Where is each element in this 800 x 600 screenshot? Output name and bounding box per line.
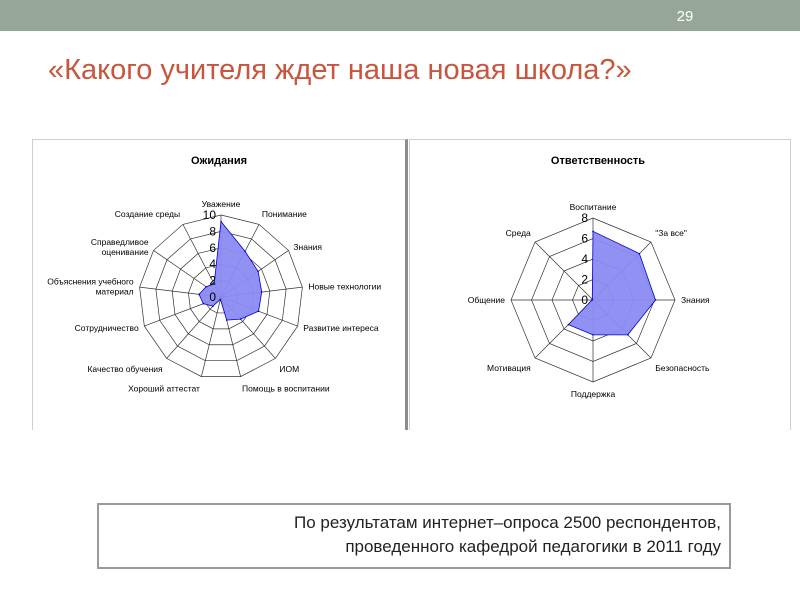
category-label: Знания <box>681 295 710 305</box>
category-label: "За все" <box>655 227 687 238</box>
category-label: Среда <box>505 227 531 238</box>
data-point <box>627 334 629 336</box>
source-note-line-2: проведенного кафедрой педагогики в 2011 году <box>345 537 721 556</box>
slide-title: «Какого учителя ждет наша новая школа?» <box>48 54 632 86</box>
data-point <box>212 305 214 307</box>
data-point <box>244 250 246 252</box>
tick-label: 0 <box>581 293 588 307</box>
category-label: Безопасность <box>655 363 710 374</box>
category-label: Справедливое оценивание <box>90 237 149 258</box>
data-point <box>568 324 570 326</box>
tick-label: 10 <box>202 208 216 222</box>
data-point <box>220 221 222 223</box>
data-point <box>655 299 657 301</box>
data-point <box>592 231 594 233</box>
tick-label: 6 <box>209 240 216 255</box>
data-point <box>240 318 242 320</box>
category-label: Знания <box>293 242 323 253</box>
top-bar <box>0 0 800 31</box>
data-point <box>261 291 263 293</box>
data-point <box>591 298 593 300</box>
category-label: Хороший аттестат <box>128 383 200 394</box>
category-label: ИОМ <box>279 363 300 374</box>
data-point <box>258 310 260 312</box>
chart-title: Ожидания <box>190 155 248 167</box>
source-note <box>121 511 721 559</box>
category-label: Качество обучения <box>87 363 163 374</box>
data-point <box>220 299 222 301</box>
chart-title: Ответственность <box>550 155 646 167</box>
responsibility-chart-panel <box>409 139 791 430</box>
category-label: Сотрудничество <box>74 323 139 334</box>
category-label: Новые технологии <box>308 281 382 292</box>
tick-label: 2 <box>209 273 216 288</box>
category-label: Воспитание <box>569 202 617 212</box>
data-point <box>198 294 200 296</box>
data-point <box>257 271 259 273</box>
spoke-line <box>201 297 221 377</box>
data-point <box>592 334 594 336</box>
source-note-box <box>97 503 731 569</box>
tick-label: 4 <box>581 252 588 266</box>
category-label: Мотивация <box>487 363 531 374</box>
category-label: Создание среды <box>114 209 181 220</box>
tick-label: 4 <box>209 257 216 272</box>
data-point <box>203 303 205 305</box>
category-label: Помощь в воспитании <box>242 383 330 394</box>
slide-number: 29 <box>676 8 694 25</box>
responsibility-radar-chart <box>410 140 790 430</box>
tick-label: 0 <box>209 290 216 304</box>
data-point <box>205 286 207 288</box>
tick-label: 8 <box>209 224 216 239</box>
category-label: Уважение <box>201 199 241 209</box>
tick-label: 6 <box>581 231 588 246</box>
category-label: Понимание <box>261 209 307 220</box>
data-point <box>639 253 641 255</box>
tick-label: 8 <box>581 211 588 225</box>
category-label: Общение <box>467 295 505 305</box>
expectations-chart-panel <box>32 139 408 430</box>
category-label: Развитие интереса <box>303 323 379 334</box>
source-note-line-1: По результатам интернет–опроса 2500 респондентов, <box>294 513 721 532</box>
tick-label: 2 <box>581 272 588 287</box>
category-label: Поддержка <box>570 389 616 399</box>
expectations-radar-chart <box>33 140 405 430</box>
category-label: Объяснения учебного материал <box>47 276 134 297</box>
data-point <box>226 319 228 321</box>
